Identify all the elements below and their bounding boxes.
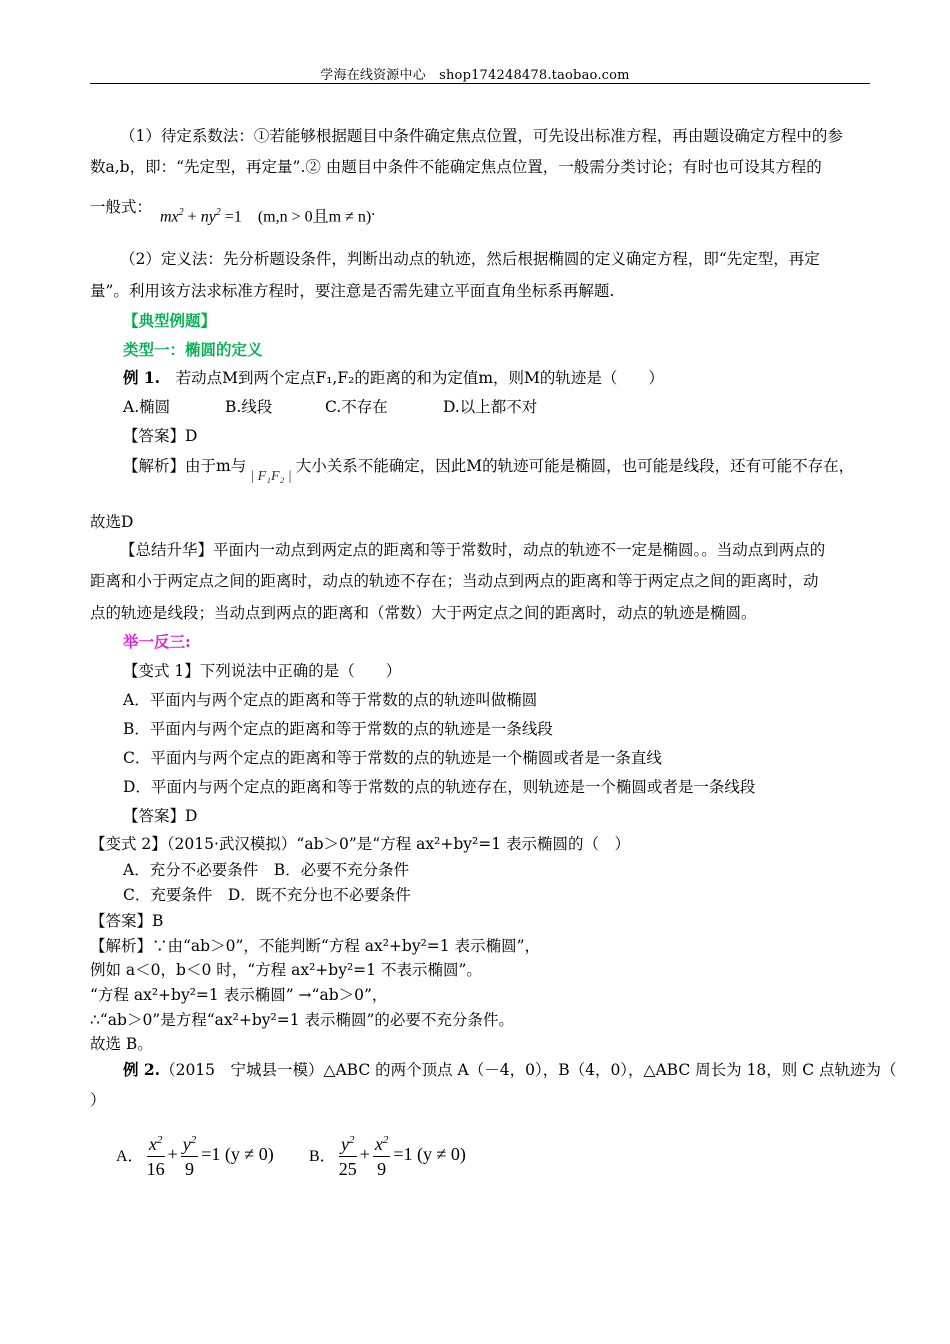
general-form-label: 一般式： [90,198,153,216]
variant1-answer: 【答案】D [123,807,198,825]
para1-line1: （1）待定系数法：①若能够根据题目中条件确定焦点位置，可先设出标准方程，再由题设确定方程中的参 [120,127,843,145]
example1-answer: 【答案】D [123,427,198,445]
variant2-analysis-2: 例如 a＜0，b＜0 时，“方程 ax²+by²=1 不表示椭圆”。 [90,961,482,979]
example1-option-d: D.以上都不对 [443,398,538,416]
practice-title: 举一反三: [123,632,191,651]
example2-question: 例 2.（2015 宁城县一模）△ABC 的两个顶点 A（－4，0），B（4，0），△ABC 周长为 18，则 C 点轨迹为（ [123,1060,897,1079]
variant1-title: 【变式 1】下列说法中正确的是（ ） [123,662,402,680]
example1-question: 例 1. 若动点M到两个定点F₁,F₂的距离的和为定值m，则M的轨迹是（ ） [123,368,664,387]
general-form-formula: $mx^2 + ny^2 =1$ (m,n > 0且m ≠ n). [160,202,376,226]
para2-line1: （2）定义法：先分析题设条件，判断出动点的轨迹，然后根据椭圆的定义确定方程，即“先定型，再定 [120,250,820,268]
variant2-analysis-3: “方程 ax²+by²=1 表示椭圆” →“ab＞0”， [90,986,388,1004]
para1-line3 [90,197,152,217]
variant2-options-ab: A．充分不必要条件 B．必要不充分条件 [123,861,410,879]
variant1-option-c: C．平面内与两个定点的距离和等于常数的点的轨迹是一个椭圆或者是一条直线 [123,749,662,767]
page-header: 学海在线资源中心 shop174248478.taobao.com [320,68,630,83]
variant1-option-d: D．平面内与两个定点的距离和等于常数的点的轨迹存在，则轨迹是一个椭圆或者是一条线段 [123,778,756,796]
variant2-analysis-5: 故选 B。 [90,1035,153,1053]
example1-analysis: 【解析】由于m与| F₁F₂ |大小关系不能确定，因此M的轨迹可能是椭圆，也可能是线段，还有可能不存在， [123,456,854,477]
para1-line2: 数a,b，即：“先定型，再定量”.② 由题目中条件不能确定焦点位置，一般需分类讨论；有时也可设其方程的 [90,158,822,176]
variant1-option-b: B．平面内与两个定点的距离和等于常数的点的轨迹是一条线段 [123,720,553,738]
example1-option-b: B.线段 [225,398,273,416]
example1-option-c: C.不存在 [325,398,388,416]
variant2-analysis-4: ∴“ab＞0”是方程“ax²+by²=1 表示椭圆”的必要不充分条件。 [90,1011,514,1029]
variant2-analysis-1: 【解析】∵由“ab＞0”，不能判断“方程 ax²+by²=1 表示椭圆”， [90,937,541,955]
variant1-option-a: A．平面内与两个定点的距离和等于常数的点的轨迹叫做椭圆 [123,691,538,709]
section-typical-examples: 【典型例题】 [123,311,217,330]
summary-line1: 【总结升华】平面内一动点到两定点的距离和等于常数时，动点的轨迹不一定是椭圆。。当动点到两点的 [120,541,826,559]
example2-option-a: A． $\frac{x^2}{16}$ + $\frac{y^2}{9}$ =1 (y ≠ 0) [116,1128,274,1181]
variant2-title: 【变式 2】（2015·武汉模拟）“ab＞0”是“方程 ax²+by²=1 表示椭圆的（ ） [90,835,630,853]
section-type1-title: 类型一：椭圆的定义 [123,340,263,359]
example2-question-end: ） [90,1091,106,1109]
example1-conclusion: 故选D [90,513,134,531]
variant2-answer: 【答案】B [90,912,164,930]
para2-line2: 量”。利用该方法求标准方程时，要注意是否需先建立平面直角坐标系再解题. [90,282,615,300]
example1-option-a: A.椭圆 [123,398,171,416]
variant2-options-cd: C．充要条件 D．既不充分也不必要条件 [123,886,411,904]
summary-line3: 点的轨迹是线段；当动点到两点的距离和（常数）大于两定点之间的距离时，动点的轨迹是椭圆。 [90,604,757,622]
abs-f1f2-expr: | F₁F₂ | [250,469,292,484]
header-divider [90,83,870,84]
example2-option-b: B． $\frac{y^2}{25}$ + $\frac{x^2}{9}$ =1 (y ≠ 0) [309,1128,466,1181]
summary-line2: 距离和小于两定点之间的距离时，动点的轨迹不存在；当动点到两点的距离和等于两定点之间的距离时，动 [90,572,819,590]
